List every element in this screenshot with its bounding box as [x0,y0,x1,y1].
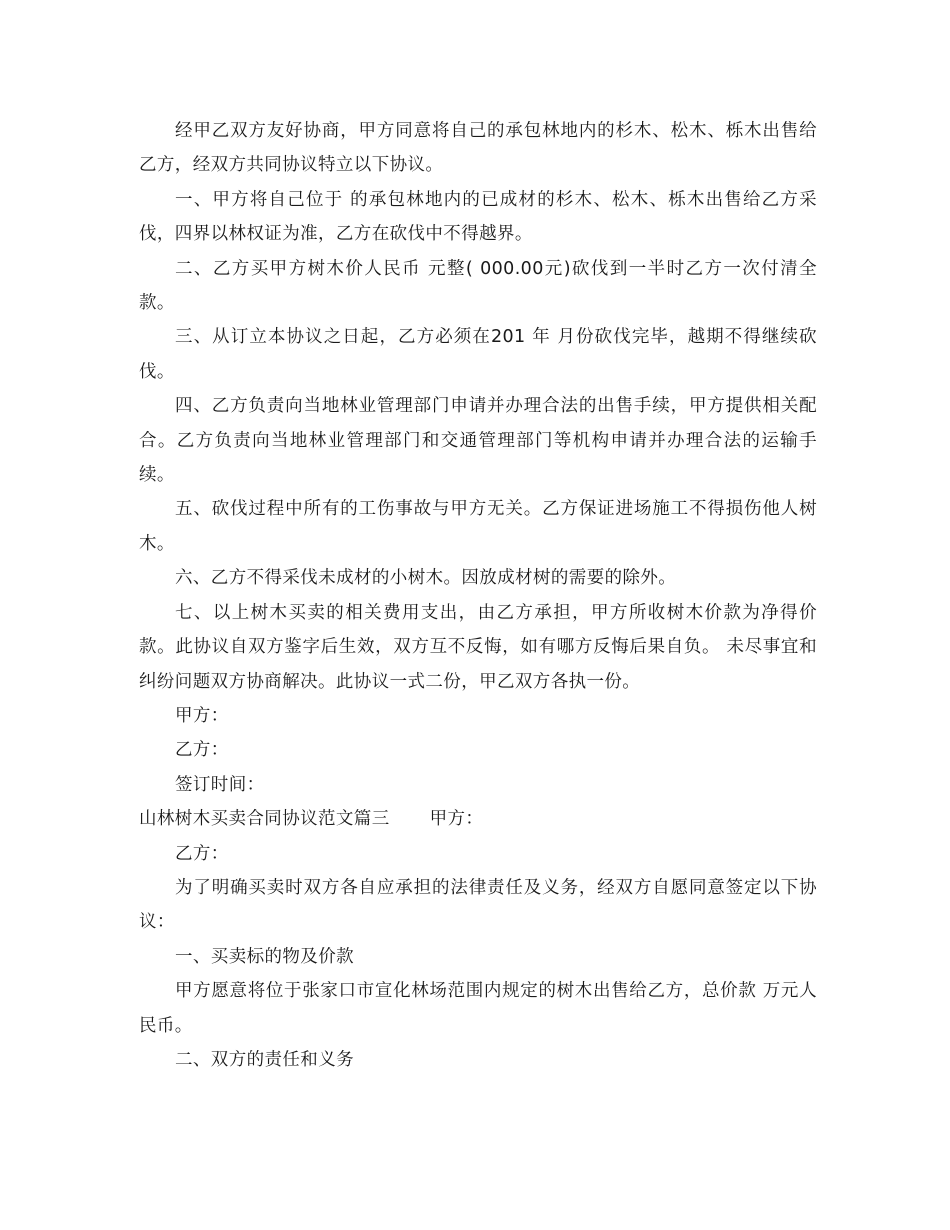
section-preamble: 为了明确买卖时双方各自应承担的法律责任及义务，经双方自愿同意签定以下协议： [139,877,817,933]
signature-party-b: 乙方： [175,740,229,761]
clause-6: 六、乙方不得采伐未成材的小树木。因放成材树的需要的除外。 [175,568,677,589]
signature-party-a: 甲方： [175,705,229,726]
clause-4: 四、乙方负责向当地林业管理部门申请并办理合法的出售手续，甲方提供相关配合。乙方负责向当地林业管理部门和交通管理部门等机构申请并办理合法的运输手续。 [139,396,817,486]
section-party-b: 乙方： [175,843,229,864]
clause-2: 二、乙方买甲方树木价人民币 元整( 000.00元)砍伐到一半时乙方一次付清全款。 [139,258,817,314]
signature-date: 签订时间： [175,774,265,795]
section-heading [139,802,817,836]
section-party-a: 甲方： [429,809,484,830]
section-subheading-2: 二、双方的责任和义务 [175,1049,354,1070]
section-title: 山林树木买卖合同协议范文篇三 [139,809,390,830]
clause-3: 三、从订立本协议之日起，乙方必须在201 年 月份砍伐完毕，越期不得继续砍伐。 [139,327,817,382]
clause-7: 七、以上树木买卖的相关费用支出，由乙方承担，甲方所收树木价款为净得价款。此协议自双方鉴字后生效，双方互不反悔，如有哪方反悔后果自负。 未尽事宜和纠纷问题双方协商解决。此协议一式二份，甲乙双方各执一份。 [139,602,817,692]
document-body [139,114,817,1077]
heading-spacer [390,802,430,836]
paragraph-intro: 经甲乙双方友好协商，甲方同意将自己的承包林地内的杉木、松木、栎木出售给乙方，经双方共同协议特立以下协议。 [139,121,817,176]
clause-1: 一、甲方将自己位于 的承包林地内的已成材的杉木、松木、栎木出售给乙方采伐，四界以林权证为准，乙方在砍伐中不得越界。 [139,189,817,245]
section-clause-1: 甲方愿意将位于张家口市宣化林场范围内规定的树木出售给乙方，总价款 万元人民币。 [139,981,817,1036]
section-subheading-1: 一、买卖标的物及价款 [175,946,354,967]
clause-5: 五、砍伐过程中所有的工伤事故与甲方无关。乙方保证进场施工不得损伤他人树木。 [139,499,817,554]
